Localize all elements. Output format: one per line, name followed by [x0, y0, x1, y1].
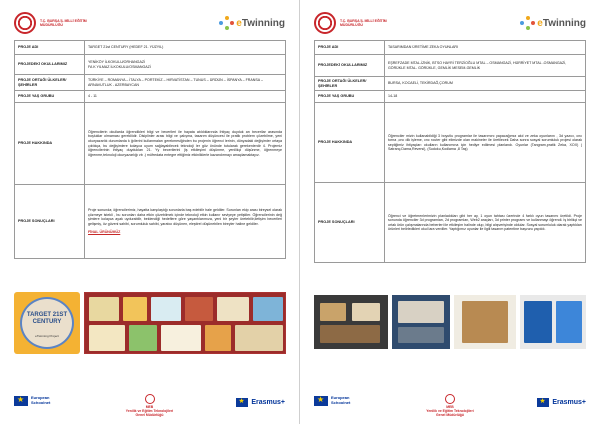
table-row: [15, 75, 286, 91]
european-schoolnet-logo: [14, 396, 50, 406]
partners-value: TÜRKİYE – ROMANYA – İTALYA – PORTEKİZ – HIRVATİSTAN – TUNUS – ÜRDÜN – İSPANYA – FRANSA – ARNAVUTLUK - AZERBAYCAN: [85, 75, 286, 91]
meb-seal-icon: [314, 12, 336, 34]
table-row: [315, 41, 586, 55]
classroom-photo: [392, 295, 450, 349]
school-line: FA K YILMAZ İLKOKULU/OSMANGAZİ: [88, 64, 151, 69]
european-schoolnet-text: European Schoolnet: [331, 395, 351, 405]
project-name-label: PROJE ADI: [315, 41, 385, 55]
results-value: Öğrenci ve öğretmenlerimizin planladıkları gibi her ay, 1 oyun tahtası üzerinde 4 farklı oyun tasarımı üretildi. Proje sonunda öğrenciler 3d programları, 2d programları, Web2 araçları, 3d printer programı ve kullanmayı öğrendi. İş birlikçi ve ortak ürün çalışmalarında beberleri ile etkileşim halinde olup, bilgi alışverişinde oldular. Sosyal sorumluluk olarak yaptıkları ürünleri belirledikleri okul lara verdiler. Yaptığımız oyunlar ile ilgili tasarım patentine başvuru yapıldı.: [385, 183, 586, 263]
table-row: [15, 41, 286, 55]
age-group-value: 14-18: [385, 91, 586, 103]
meb-logo: [14, 12, 92, 34]
yegitek-logo: [115, 394, 185, 417]
project-poster-image: [14, 292, 80, 354]
table-row: [15, 185, 286, 259]
project-photos: [14, 292, 286, 354]
european-schoolnet-logo: [314, 396, 350, 406]
age-group-label: PROJE YAŞ GRUBU: [315, 91, 385, 103]
poster-title: TARGET 21ST CENTURY: [26, 312, 68, 325]
erasmus-text: Erasmus+: [552, 399, 586, 406]
results-text: Proje sonunda; öğrencilerimiz, hayatta karşılaştığı sorunlarla baş edebilir hale geldiler. Sorunları ekip arası bireysel olarak çözmeye istekli , bu sorunları daha etkin çözebilmek içinde teknoloji etkin kullanır seviyeye yetiştiler. Öğrencilerinin değ şimlere kolayca ayak uydurabilir, beklendiği hedeflere göre yaşantılarımıza, yeni bir şeyler üretebilir,iletişim becerileri gelişmiş, öz güveni sahibi, sorumluluk sahibi, yaratıcı düşünen, eleştirel düşünebilen bireyler haline geldiler.: [88, 208, 282, 226]
meb-seal-icon: [14, 12, 36, 34]
about-label: PROJE HAKKINDA: [15, 103, 85, 185]
table-row: [15, 103, 286, 185]
age-group-label: PROJE YAŞ GRUBU: [15, 91, 85, 103]
erasmus-logo: [537, 398, 586, 407]
results-label: PROJE SONUÇLARI: [15, 185, 85, 259]
european-schoolnet-text: European Schoolnet: [31, 395, 51, 405]
etwinning-logo: [520, 16, 586, 30]
page-footer: [14, 394, 285, 416]
eu-flag-icon: [314, 396, 328, 406]
table-row: [15, 91, 286, 103]
table-row: [15, 55, 286, 75]
page-footer: [314, 394, 586, 416]
3d-printed-game-photo: [520, 295, 586, 349]
yegitek-logo: [415, 394, 485, 417]
right-page: [300, 0, 600, 424]
project-name-value: TARGET 21st CENTURY (HEDEF 21. YÜZYIL): [85, 41, 286, 55]
cnc-product-photo: [454, 295, 516, 349]
meb-logo-text: T.C. BURSA İL MİLLİ EĞİTİM MÜDÜRLÜĞÜ: [340, 18, 387, 27]
results-label: PROJE SONUÇLARI: [315, 183, 385, 263]
page-header: [14, 12, 285, 38]
table-row: [315, 183, 586, 263]
erasmus-logo: [236, 398, 285, 407]
project-name-label: PROJE ADI: [15, 41, 85, 55]
etwinning-star-icon: [219, 16, 235, 30]
schools-label: PROJEDEKİ OKULLARIMIZ: [15, 55, 85, 75]
eu-flag-icon: [14, 396, 28, 406]
etwinning-star-icon: [520, 16, 536, 30]
final-product-link[interactable]: FİNAL ÜRÜNÜMÜZ: [88, 230, 121, 235]
erasmus-text: Erasmus+: [251, 399, 285, 406]
table-row: [315, 77, 586, 91]
page-header: [314, 12, 586, 38]
project-info-table: [314, 40, 586, 263]
schools-label: PROJEDEKİ OKULLARIMIZ: [315, 55, 385, 77]
etwinning-text: eTwinning: [236, 17, 285, 29]
student-work-collage-image: [84, 292, 286, 354]
about-value: Öğrenciler mizin kullanabildiği 3 boyutlu programlar ile tasarımını yapacağımız akıl ve zeka oyunlarını , 3d yazıcı, cnc torna ,cnc dik işleme, cnc router gibi elimizde olan makineler ile üretilecek Daha sonra sosyal sorumluluk projesi olarak seçtiğimiz ihtiyaçları okulların kullanımına için hediye edilmesi planlandı. Oyunlar (Tangram,pratik Zeka, XOX) ( Satranç,Dama,Reversi), (Sudoku,Kodlama ,8 Taş): [385, 103, 586, 183]
etwinning-logo: [219, 16, 285, 30]
schools-value: [85, 55, 286, 75]
yegitek-seal-icon: [445, 394, 455, 404]
table-row: [315, 91, 586, 103]
game-board-photo: [314, 295, 388, 349]
poster-subtitle: eTwinning Project: [35, 334, 59, 338]
partners-value: BURSA, KOCAELİ, TEKİRDAĞ,ÇORUM: [385, 77, 586, 91]
meb-logo: [314, 12, 392, 34]
about-value: Öğrencilerin okullarda öğrendikleri bilgi ve becerileri ile hayata atıldıklarında ihtiyaç duyduk arı becerilar arasında boşluklar olmaması gerekliidir. Disiplinler arası bilgi ve çalışma, tasarım düşüncesi ile pratik problem çözebilme, yeni okuryazarlık durumlarda k ğıllerini kullanmaları gerekmesiğinden bu projenin öğrenci lerinin, dünyadaki değişimler ortaya çıktıkça, bu değişimlere kolayca uyum sağlayabilecek teknoloji ler göz önünde tutularak gerekenlerdir 4. Projemiz öğrencilerinin ihtiyaç duydukları 21. Yy becerilerini (iş etkileşimi düşünme, yenilikçi düşünme, öğrenmeye öğrenme,teknoloji okuryazarlığı vb .) müfredata entegre ettiğimiz etkinliklerle kazandırmayı amaçlamaktayız.: [85, 103, 286, 185]
schools-value: EŞREFZADE MTAL-İZNİK, BTSO HAYRİ TERZİOĞLU MTAL – OSMANGAZİ, HÜRRİYET MTAL -OSMANGAZİ, GÖRÜKLE MTAL- GÖRÜKLE, GEMLİK MESEM-GEMLİK: [385, 55, 586, 77]
yegitek-text: MEB Yenilik ve Eğitim Teknolojileri Genel Müdürlüğü: [125, 405, 174, 417]
eu-flag-icon: [236, 398, 248, 407]
partners-label: PROJE ORTAĞI ÜLKELER/ŞEHİRLER: [315, 77, 385, 91]
project-info-table: [14, 40, 286, 259]
meb-logo-text: T.C. BURSA İL MİLLİ EĞİTİM MÜDÜRLÜĞÜ: [40, 18, 87, 27]
project-name-value: TASARIMDAN ÜRETİME ZEKA OYUNLARI: [385, 41, 586, 55]
eu-flag-icon: [537, 398, 549, 407]
about-label: PROJE HAKKINDA: [315, 103, 385, 183]
yegitek-seal-icon: [145, 394, 155, 404]
table-row: [315, 55, 586, 77]
yegitek-text: MEB Yenilik ve Eğitim Teknolojileri Genel Müdürlüğü: [426, 405, 474, 417]
results-value: [85, 185, 286, 259]
school-line: YENİKÖY İLKOKULU/ORHANGAZİ: [88, 59, 146, 64]
age-group-value: 4 - 11: [85, 91, 286, 103]
table-row: [315, 103, 586, 183]
partners-label: PROJE ORTAĞI ÜLKELER/ŞEHİRLER: [15, 75, 85, 91]
etwinning-text: eTwinning: [537, 17, 586, 29]
